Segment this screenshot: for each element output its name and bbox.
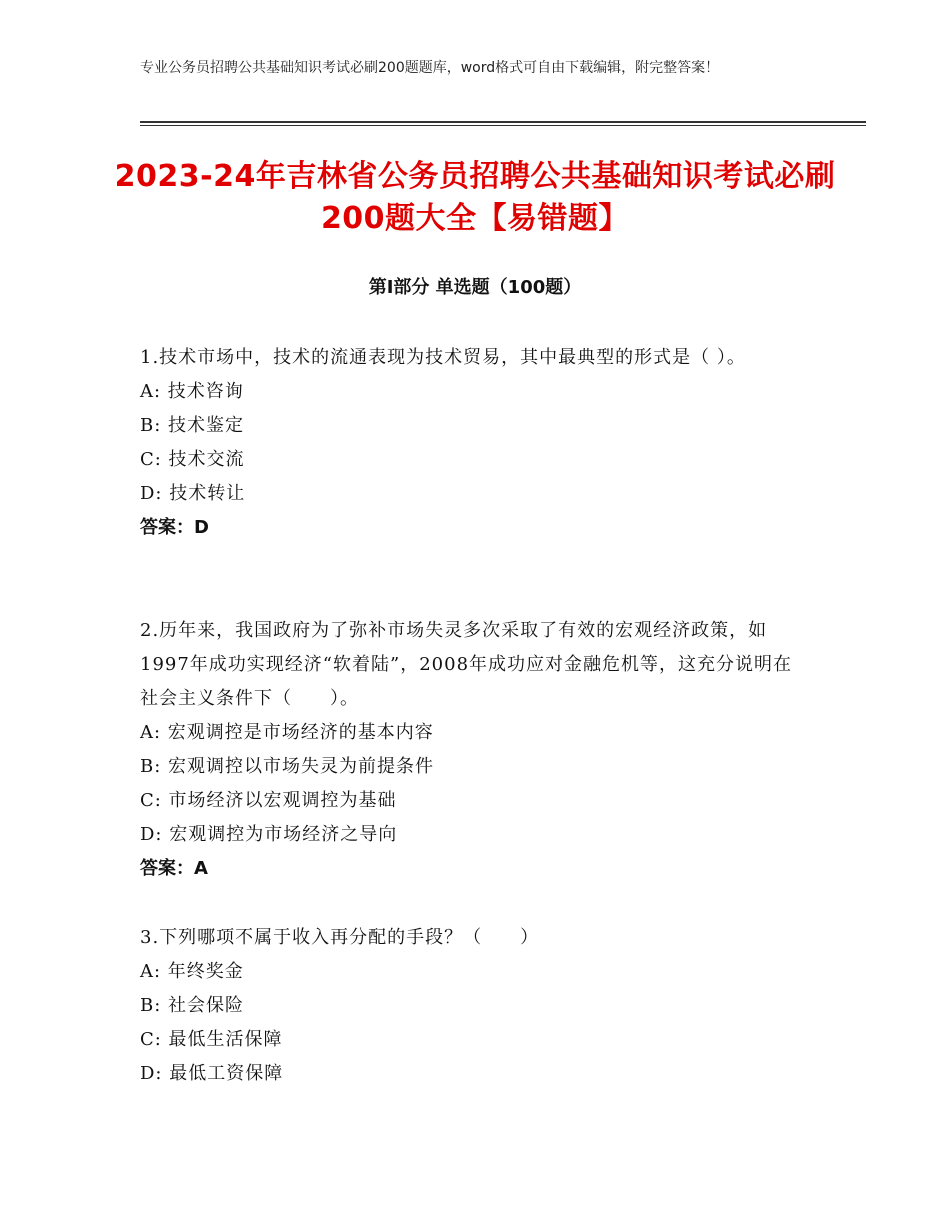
answer-label: 答案：A xyxy=(140,858,208,879)
option-a: A: 宏观调控是市场经济的基本内容 xyxy=(140,722,434,743)
option-b: B: 社会保险 xyxy=(140,995,245,1016)
option-c: C: 最低生活保障 xyxy=(140,1029,283,1050)
header-note: 专业公务员招聘公共基础知识考试必刷200题题库，word格式可自由下载编辑，附完整答案！ xyxy=(140,60,720,76)
answer-label: 答案：D xyxy=(140,517,209,538)
question-1 xyxy=(140,341,810,545)
question-stem: 1.技术市场中，技术的流通表现为技术贸易，其中最典型的形式是（ ）。 xyxy=(140,347,746,368)
option-b: B: 宏观调控以市场失灵为前提条件 xyxy=(140,756,435,777)
document-title: 2023-24年吉林省公务员招聘公共基础知识考试必刷200题大全【易错题】 xyxy=(114,159,836,236)
option-b: B: 技术鉴定 xyxy=(140,415,245,436)
option-c: C: 技术交流 xyxy=(140,449,245,470)
question-stem: 3.下列哪项不属于收入再分配的手段？（ ） xyxy=(140,927,540,948)
option-d: D: 宏观调控为市场经济之导向 xyxy=(140,824,398,845)
option-d: D: 技术转让 xyxy=(140,483,246,504)
option-a: A: 年终奖金 xyxy=(140,961,244,982)
header-rule-thick xyxy=(140,121,866,123)
header-rule-thin xyxy=(140,125,866,126)
section-heading: 第Ⅰ部分 单选题（100题） xyxy=(368,277,582,298)
option-c: C: 市场经济以宏观调控为基础 xyxy=(140,790,397,811)
option-d: D: 最低工资保障 xyxy=(140,1063,284,1084)
question-stem: 2.历年来，我国政府为了弥补市场失灵多次采取了有效的宏观经济政策，如1997年成功实现经济“软着陆”，2008年成功应对金融危机等，这充分说明在社会主义条件下（ ）。 xyxy=(140,620,793,709)
question-3 xyxy=(140,921,810,1091)
question-2 xyxy=(140,614,810,886)
option-a: A: 技术咨询 xyxy=(140,381,244,402)
